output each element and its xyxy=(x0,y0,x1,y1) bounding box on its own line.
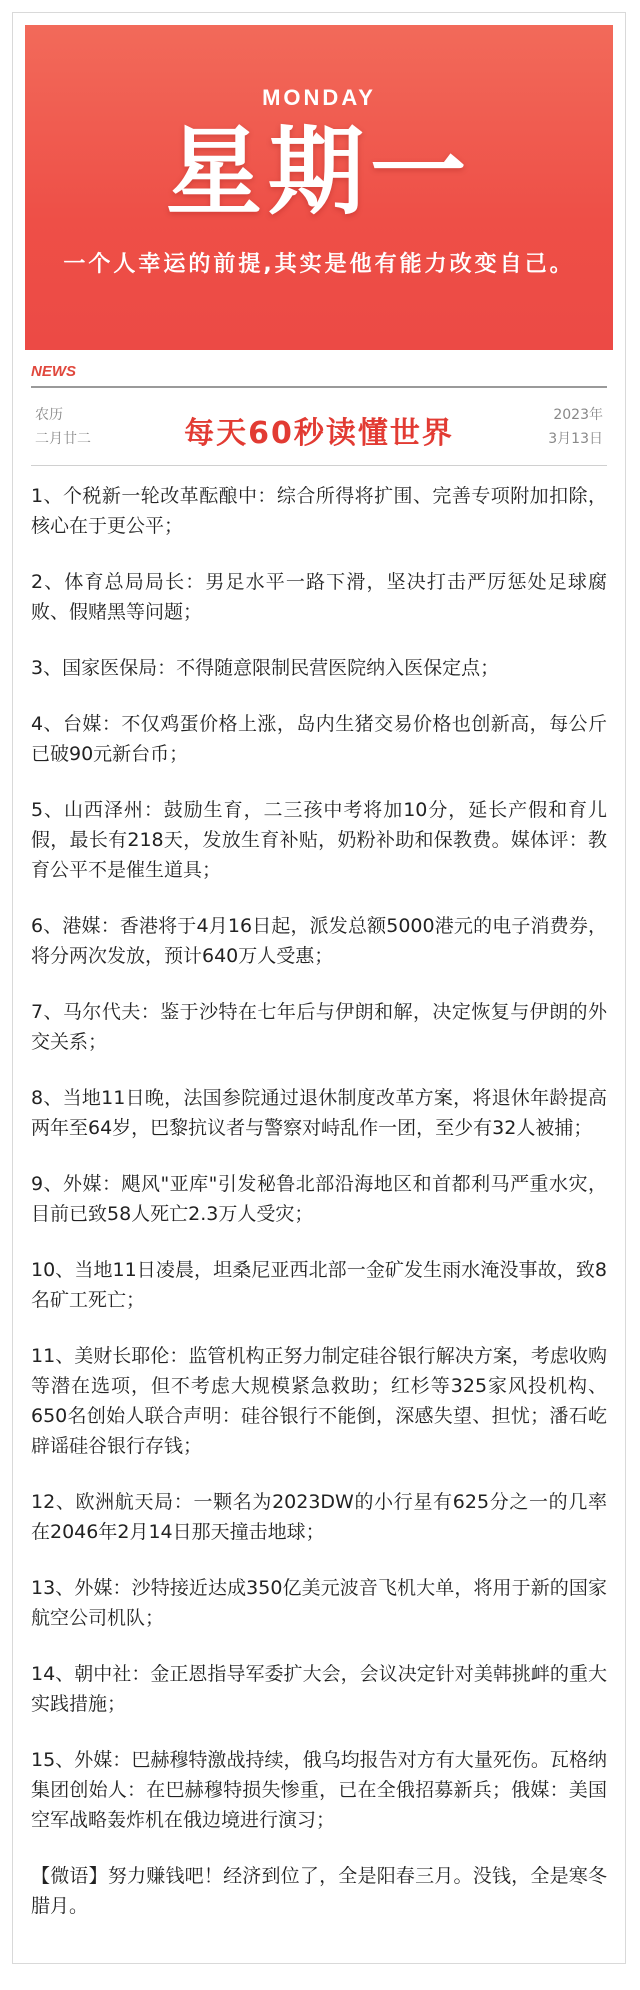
news-item-7: 7、马尔代夫：鉴于沙特在七年后与伊朗和解，决定恢复与伊朗的外交关系； xyxy=(31,1001,607,1053)
gregorian-date-block xyxy=(548,403,603,451)
news-tag: NEWS xyxy=(31,363,76,380)
weekday-banner xyxy=(25,25,613,350)
news-item-13: 13、外媒：沙特接近达成350亿美元波音飞机大单，将用于新的国家航空公司机队； xyxy=(31,1577,607,1629)
lunar-label: 农历 xyxy=(35,407,63,423)
news-item-4: 4、台媒：不仅鸡蛋价格上涨，岛内生猪交易价格也创新高，每公斤已破90元新台币； xyxy=(31,713,607,765)
lunar-date: 二月廿二 xyxy=(35,431,91,447)
month-day: 3月13日 xyxy=(548,431,603,447)
daily-motto: 一个人幸运的前提,其实是他有能力改变自己。 xyxy=(63,252,575,277)
news-list xyxy=(31,481,607,1947)
page-title: 每天60秒读懂世界 xyxy=(184,416,454,451)
year: 2023年 xyxy=(553,407,603,423)
weekday-english: MONDAY xyxy=(262,85,376,110)
news-item-12: 12、欧洲航天局：一颗名为2023DW的小行星有625分之一的几率在2046年2月14日那天撞击地球； xyxy=(31,1491,607,1543)
news-item-1: 1、个税新一轮改革酝酿中：综合所得将扩围、完善专项附加扣除，核心在于更公平； xyxy=(31,485,607,537)
news-item-11: 11、美财长耶伦：监管机构正努力制定硅谷银行解决方案，考虑收购等潜在选项，但不考虑大规模紧急救助；红杉等325家风投机构、650名创始人联合声明：硅谷银行不能倒，深感失望、担忧；潘石屹辟谣硅谷银行存钱； xyxy=(31,1345,607,1457)
news-item-8: 8、当地11日晚，法国参院通过退休制度改革方案，将退休年龄提高两年至64岁，巴黎抗议者与警察对峙乱作一团，至少有32人被捕； xyxy=(31,1087,607,1139)
news-item-3: 3、国家医保局：不得随意限制民营医院纳入医保定点； xyxy=(31,657,500,679)
news-item-9: 9、外媒：飓风"亚库"引发秘鲁北部沿海地区和首都利马严重水灾，目前已致58人死亡2.3万人受灾； xyxy=(31,1173,607,1225)
daily-quote: 【微语】努力赚钱吧！经济到位了，全是阳春三月。没钱，全是寒冬腊月。 xyxy=(31,1865,607,1917)
news-item-2: 2、体育总局局长：男足水平一路下滑，坚决打击严厉惩处足球腐败、假赌黑等问题； xyxy=(31,571,607,623)
news-item-5: 5、山西泽州：鼓励生育，二三孩中考将加10分，延长产假和育儿假，最长有218天，发放生育补贴，奶粉补助和保教费。媒体评：教育公平不是催生道具； xyxy=(31,799,607,881)
weekday-chinese: 星期一 xyxy=(166,116,472,228)
news-item-15: 15、外媒：巴赫穆特激战持续，俄乌均报告对方有大量死伤。瓦格纳集团创始人：在巴赫穆特损失惨重，已在全俄招募新兵；俄媒：美国空军战略轰炸机在俄边境进行演习； xyxy=(31,1749,607,1831)
header-divider-top xyxy=(31,386,607,388)
header-divider-bottom xyxy=(31,465,607,466)
page-frame xyxy=(12,12,626,1964)
news-item-10: 10、当地11日凌晨，坦桑尼亚西北部一金矿发生雨水淹没事故，致8名矿工死亡； xyxy=(31,1259,607,1311)
news-item-14: 14、朝中社：金正恩指导军委扩大会，会议决定针对美韩挑衅的重大实践措施； xyxy=(31,1663,607,1715)
news-item-6: 6、港媒：香港将于4月16日起，派发总额5000港元的电子消费券，将分两次发放，预计640万人受惠； xyxy=(31,915,607,967)
